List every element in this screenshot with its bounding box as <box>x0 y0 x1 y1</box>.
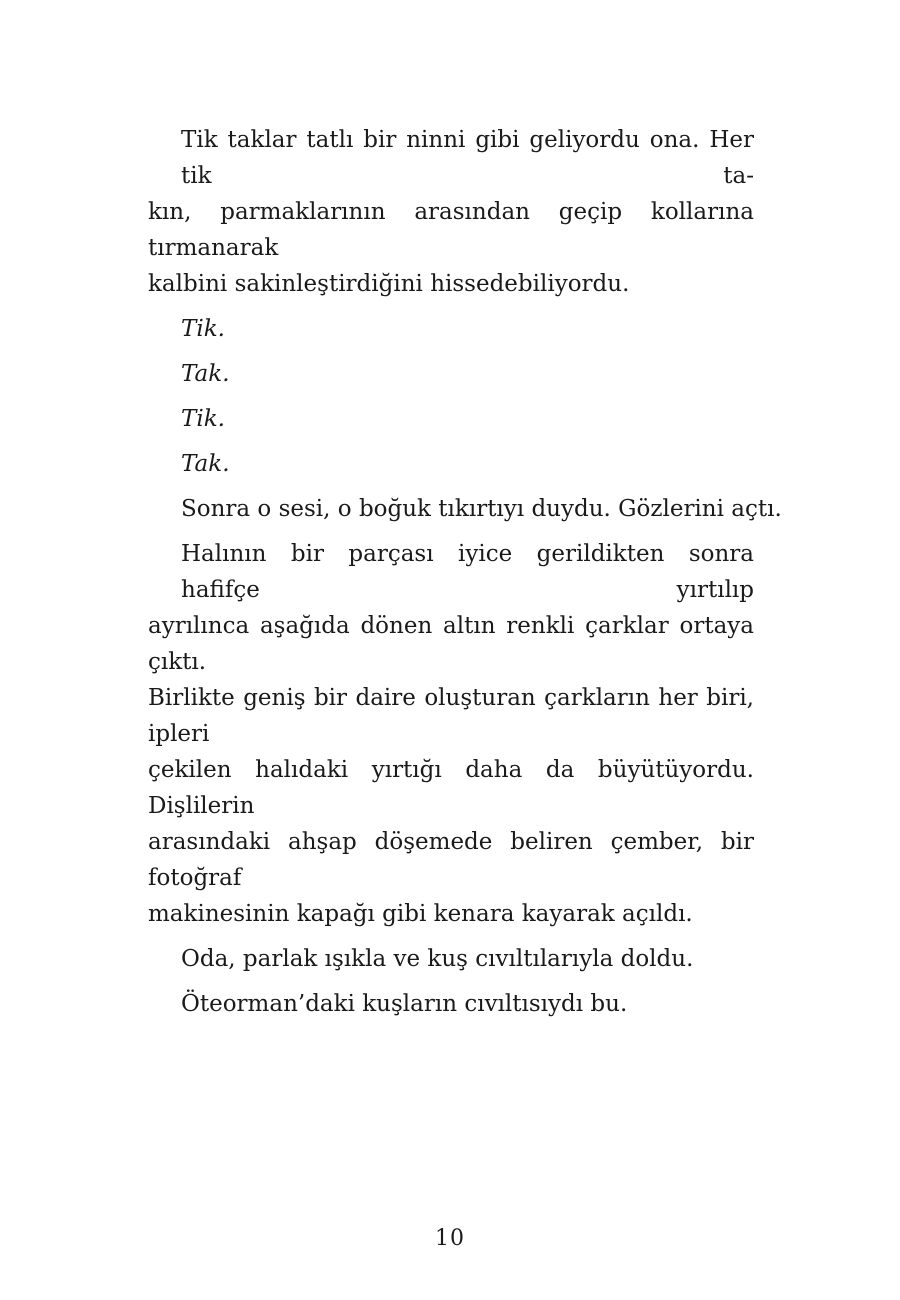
paragraph-3-line-4: çekilen halıdaki yırtığı daha da büyütüyordu. Dişlilerin <box>148 757 754 819</box>
paragraph-3-line-1: Halının bir parçası iyice gerildikten sonra hafifçe yırtılıp <box>181 541 754 603</box>
paragraph-3-line-5: arasındaki ahşap döşemede beliren çember, bir fotoğraf <box>148 829 754 891</box>
paragraph-4: Oda, parlak ışıkla ve kuş cıvıltılarıyla doldu. <box>181 946 694 972</box>
tak-line-1: Tak. <box>181 361 230 387</box>
paragraph-1-line-3: kalbini sakinleştirdiğini hissedebiliyordu. <box>148 271 630 297</box>
paragraph-5: Öteorman’daki kuşların cıvıltısıydı bu. <box>181 991 628 1017</box>
paragraph-3-line-3: Birlikte geniş bir daire oluşturan çarkların her biri, ipleri <box>148 685 754 747</box>
paragraph-1-line-1: Tik taklar tatlı bir ninni gibi geliyordu ona. Her tik ta- <box>181 127 754 189</box>
body-text <box>148 122 782 1031</box>
paragraph-1-line-2: kın, parmaklarının arasından geçip kollarına tırmanarak <box>148 199 754 261</box>
paragraph-3-line-2: ayrılınca aşağıda dönen altın renkli çarklar ortaya çıktı. <box>148 613 754 675</box>
tik-line-2: Tik. <box>181 406 225 432</box>
paragraph-1 <box>148 122 754 302</box>
paragraph-3-line-6: makinesinin kapağı gibi kenara kayarak açıldı. <box>148 901 693 927</box>
paragraph-2: Sonra o sesi, o boğuk tıkırtıyı duydu. Gözlerini açtı. <box>181 496 782 522</box>
tik-line-1: Tik. <box>181 316 225 342</box>
tak-line-2: Tak. <box>181 451 230 477</box>
page-number: 10 <box>435 1226 465 1251</box>
paragraph-3 <box>148 536 754 932</box>
